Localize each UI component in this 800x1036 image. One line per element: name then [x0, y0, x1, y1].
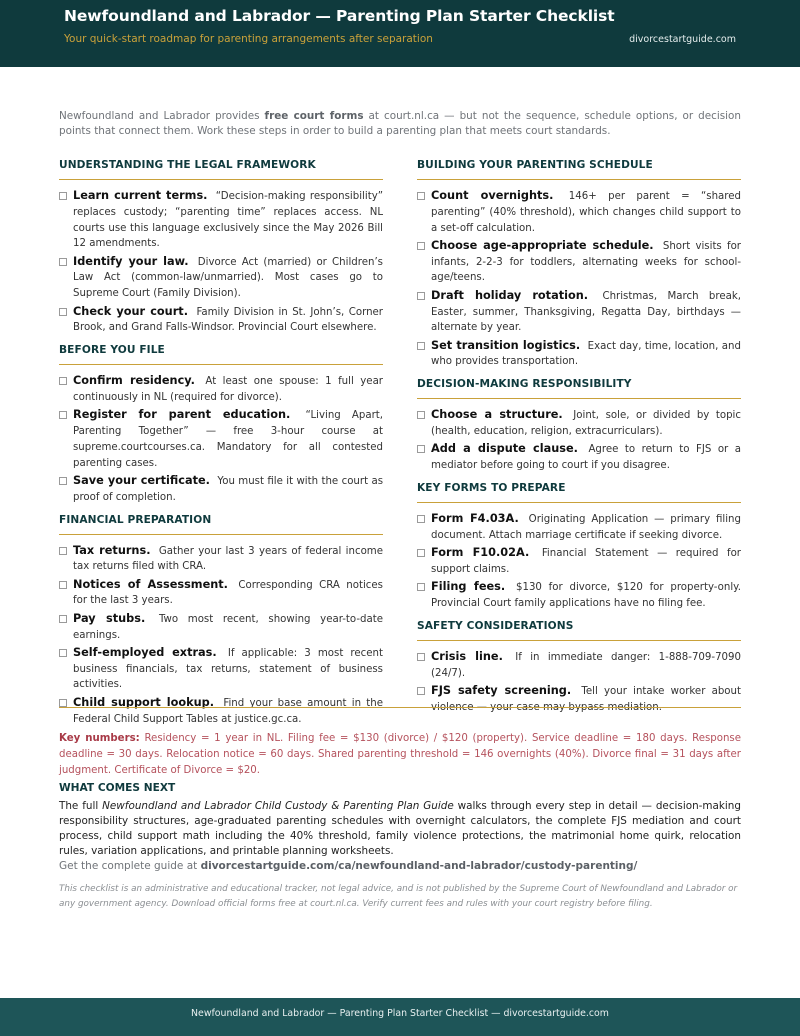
section-title: BEFORE YOU FILE — [59, 342, 383, 365]
checkbox[interactable] — [59, 258, 67, 266]
checkbox[interactable] — [417, 515, 425, 523]
item-label: Set transition logistics. — [431, 338, 581, 352]
page-title: Newfoundland and Labrador — Parenting Plan Starter Checklist — [64, 7, 615, 25]
checkbox[interactable] — [417, 242, 425, 250]
checkbox[interactable] — [417, 653, 425, 661]
checklist-item — [417, 238, 741, 286]
item-text: Gather your last 3 years of federal income tax returns filed with CRA. — [73, 545, 383, 573]
guide-name: Newfoundland and Labrador Child Custody & Parenting Plan Guide — [102, 800, 454, 812]
what-next-body — [59, 799, 741, 859]
checklist-item — [417, 441, 741, 474]
item-label: Add a dispute clause. — [431, 442, 578, 456]
checklist — [59, 373, 383, 505]
item-text: 146+ per parent = “shared parenting” (40% threshold), which changes child support to a set-off calculation. — [431, 191, 741, 234]
checklist-item — [417, 545, 741, 578]
intro-after: at court.nl.ca — but not the sequence, schedule options, or decision points that connect them. Work these steps in order to build a parenting plan that meets court standards. — [59, 110, 741, 137]
item-text: Exact day, time, location, and who provides transportation. — [431, 340, 741, 368]
checklist-item — [417, 407, 741, 440]
checkbox[interactable] — [59, 477, 67, 485]
section-title: DECISION-MAKING RESPONSIBILITY — [417, 376, 741, 399]
section-divider — [59, 707, 741, 708]
item-label: Save your certificate. — [73, 473, 210, 487]
item-label: Choose age-appropriate schedule. — [431, 238, 654, 252]
checkbox[interactable] — [417, 292, 425, 300]
checkbox[interactable] — [59, 308, 67, 316]
item-text: Christmas, March break, Easter, summer, Thanksgiving, Regatta Day, birthdays — alternate by year. — [431, 290, 741, 334]
checkbox[interactable] — [59, 547, 67, 555]
disclaimer: This checklist is an administrative and educational tracker, not legal advice, and is not published by the Supreme Court of Newfoundland and Labrador or any government agency. Download official forms free at court.nl.ca. Verify current fees and rules with your court registry before filing. — [59, 884, 738, 909]
checklist-item — [59, 645, 383, 693]
footer-text: Newfoundland and Labrador — Parenting Plan Starter Checklist — divorcestartguide.com — [191, 1008, 609, 1019]
item-label: Form F4.03A. — [431, 511, 519, 525]
checklist-item — [59, 577, 383, 610]
checklist-item — [59, 407, 383, 471]
item-label: Check your court. — [73, 304, 188, 318]
item-label: Learn current terms. — [73, 189, 208, 202]
checklist-item — [417, 338, 741, 371]
checklist-item — [417, 288, 741, 336]
checklist-item — [59, 188, 383, 252]
guide-link[interactable]: divorcestartguide.com/ca/newfoundland-and-labrador/custody-parenting/ — [200, 860, 638, 872]
what-next-before: The full — [59, 800, 103, 812]
item-label: Crisis line. — [431, 649, 503, 663]
checkbox[interactable] — [59, 615, 67, 623]
intro-before: Newfoundland and Labrador provides — [59, 110, 265, 122]
checkbox[interactable] — [59, 411, 67, 419]
checklist — [417, 407, 741, 474]
section-title: FINANCIAL PREPARATION — [59, 512, 383, 535]
footer-bar — [0, 998, 800, 1036]
item-text: At least one spouse: 1 full year continuously in NL (required for divorce). — [73, 376, 384, 403]
item-text: Tell your intake worker about violence — your case may bypass mediation. — [431, 685, 741, 713]
checklist — [59, 188, 383, 336]
checkbox[interactable] — [59, 649, 67, 657]
checklist — [417, 511, 741, 612]
checklist-item — [59, 473, 383, 506]
checklist-item — [417, 188, 741, 236]
get-guide-label: Get the complete guide at — [59, 860, 201, 872]
checklist — [417, 649, 741, 716]
item-text: Short visits for infants, 2-2-3 for toddlers, alternating weeks for school-age/teens. — [431, 240, 741, 284]
checkbox[interactable] — [417, 192, 425, 200]
right-column — [417, 157, 741, 721]
site-name: divorcestartguide.com — [629, 34, 736, 45]
checklist-item — [417, 649, 741, 682]
section-title: UNDERSTANDING THE LEGAL FRAMEWORK — [59, 157, 383, 180]
checkbox[interactable] — [59, 699, 67, 707]
checkbox[interactable] — [417, 687, 425, 695]
item-label: Form F10.02A. — [431, 546, 530, 560]
checkbox[interactable] — [417, 445, 425, 453]
key-numbers — [59, 731, 741, 779]
checklist-item — [417, 579, 741, 612]
section-title: SAFETY CONSIDERATIONS — [417, 618, 741, 641]
item-label: Self-employed extras. — [73, 645, 217, 659]
item-label: Choose a structure. — [431, 408, 563, 422]
header-bar — [0, 0, 800, 67]
item-text: Financial Statement — required for support claims. — [431, 548, 741, 575]
item-text: Originating Application — primary filing document. Attach marriage certificate if seeking divorce. — [431, 513, 741, 541]
checklist — [59, 543, 383, 728]
what-next-after: walks through every step in detail — decision-making responsibility structures, age-graduated parenting schedules with overnight calculators, the complete FJS mediation and court process, child support math including the 40% threshold, family violence protections, the matrimonial home quirk, relocation rules, variation applications, and printable planning worksheets. — [59, 800, 741, 857]
item-text: “Living Apart, Parenting Together” — free 3-hour course at supreme.courtcourses.ca. Mandatory for all contested parenting cases. — [73, 410, 383, 469]
item-label: Count overnights. — [431, 189, 554, 202]
checkbox[interactable] — [59, 581, 67, 589]
checklist — [417, 188, 741, 370]
item-text: Find your base amount in the Federal Child Support Tables at justice.gc.ca. — [73, 697, 383, 725]
item-text: If in immediate danger: 1-888-709-7090 (24/7). — [431, 651, 741, 679]
item-label: Tax returns. — [73, 543, 151, 557]
item-text: If applicable: 3 most recent business financials, tax returns, statement of business activities. — [73, 647, 383, 691]
checklist-item — [59, 543, 383, 576]
checklist-item — [417, 683, 741, 716]
item-text: Divorce Act (married) or Children’s Law Act (common-law/unmarried). Most cases go to Supreme Court (Family Division). — [73, 256, 383, 300]
page-subtitle: Your quick-start roadmap for parenting arrangements after separation — [64, 33, 433, 45]
checkbox[interactable] — [59, 377, 67, 385]
checkbox[interactable] — [417, 342, 425, 350]
item-text: Corresponding CRA notices for the last 3 years. — [73, 579, 383, 607]
checklist-item — [59, 373, 383, 406]
checkbox[interactable] — [417, 411, 425, 419]
item-text: $130 for divorce, $120 for property-only. Provincial Court family applications have no filing fee. — [431, 582, 741, 609]
key-numbers-text: Residency = 1 year in NL. Filing fee = $130 (divorce) / $120 (property). Service deadline = 180 days. Response deadline = 30 days. Relocation notice = 60 days. Shared parenting threshold = 146 overnights (40%). Divorce final = 31 days after judgment. Certificate of Divorce = $20. — [59, 733, 742, 776]
get-guide-line — [59, 860, 637, 872]
item-label: Filing fees. — [431, 580, 506, 594]
section-title: KEY FORMS TO PREPARE — [417, 480, 741, 503]
item-label: Register for parent education. — [73, 408, 291, 422]
intro-paragraph — [59, 109, 741, 139]
checklist-item — [59, 304, 383, 337]
item-text: Agree to return to FJS or a mediator before going to court if you disagree. — [431, 444, 741, 472]
checklist-item — [59, 695, 383, 728]
section-title: BUILDING YOUR PARENTING SCHEDULE — [417, 157, 741, 180]
item-label: Child support lookup. — [73, 695, 215, 709]
checkbox[interactable] — [59, 192, 67, 200]
key-numbers-label: Key numbers: — [59, 733, 140, 744]
item-label: Notices of Assessment. — [73, 577, 228, 591]
item-label: Pay stubs. — [73, 611, 146, 625]
checkbox[interactable] — [417, 583, 425, 591]
checkbox[interactable] — [417, 549, 425, 557]
checklist-item — [417, 511, 741, 544]
item-label: Draft holiday rotation. — [431, 288, 589, 302]
item-text: You must file it with the court as proof of completion. — [73, 475, 383, 503]
checklist-item — [59, 611, 383, 644]
what-next-title: WHAT COMES NEXT — [59, 782, 176, 794]
checklist-item — [59, 254, 383, 302]
intro-bold: free court forms — [264, 110, 364, 122]
item-text: Family Division in St. John’s, Corner Brook, and Grand Falls-Windsor. Provincial Court elsewhere. — [73, 306, 383, 334]
item-text: “Decision-making responsibility” replaces custody; “parenting time” replaces access. NL courts use this language exclusively since the May 2026 Bill 12 amendments. — [73, 191, 383, 250]
item-label: Identify your law. — [73, 254, 189, 268]
left-column — [59, 157, 383, 733]
item-label: Confirm residency. — [73, 374, 195, 388]
item-text: Two most recent, showing year-to-date earnings. — [73, 613, 383, 641]
item-label: FJS safety screening. — [431, 683, 572, 697]
item-text: Joint, sole, or divided by topic (health, education, religion, extracurriculars). — [431, 410, 741, 438]
